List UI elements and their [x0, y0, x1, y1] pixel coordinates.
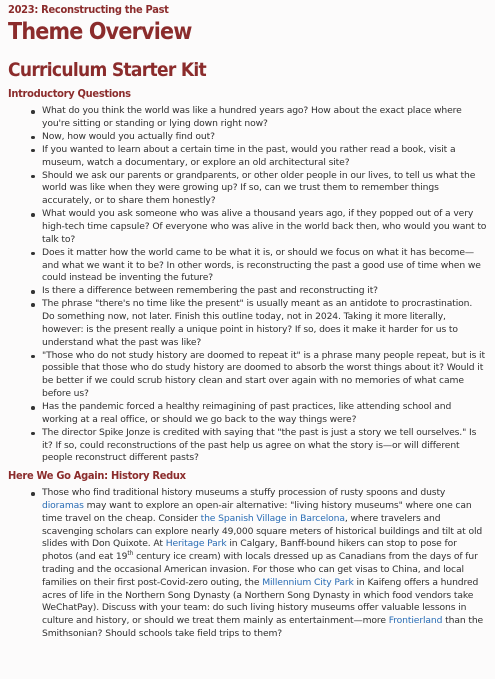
redux-text: in Calgary, Banff-bound hikers can stop to pose for photos (and eat 19: [42, 538, 457, 563]
redux-list: [8, 487, 487, 641]
redux-text: in Kaifeng offers a hundred acres of life in the Northern Song Dynasty (a Northern Song Dynasty in which food vendors take WeChatPay). Discuss with your team: do such living history museums offer valuable lessons in culture and history, or should we treat them mainly as entertainment—more: [42, 576, 479, 627]
list-item: The phrase "there's no time like the present" is usually meant as an antidote to procrastination. Do something now, not later. Finish this outline today, not in 2024. Taking it more literally, however: is the present really a unique point in history? If so, does it make it harder for us to understand what the past was like?: [42, 298, 487, 349]
redux-text: century ice cream) with locals dressed up as Canadians from the days of fur trading and the occasional American invasion. For those who can get visas to China, and local families on their first post-Covid-zero outing, the: [42, 551, 478, 588]
list-item: If you wanted to learn about a certain time in the past, would you rather read a book, visit a museum, watch a documentary, or explore an old architectural site?: [42, 144, 487, 170]
heritage-park-link[interactable]: Heritage Park: [165, 538, 227, 550]
list-item: Does it matter how the world came to be what it is, or should we focus on what it has become—and what we want it to be? In other words, is reconstructing the past a good use of time when we could instead be inventing the future?: [42, 247, 487, 285]
theme-title: Theme Overview: [8, 19, 192, 45]
list-item: "Those who do not study history are doomed to repeat it" is a phrase many people repeat, but is it possible that those who do study history are doomed to absorb the worst things about it? Would it be better if we could scrub history clean and start over again with no memories of what came before us?: [42, 350, 487, 401]
intro-question-list: [8, 105, 487, 465]
intro-heading: Introductory Questions: [8, 87, 131, 100]
list-item: Is there a difference between remembering the past and reconstructing it?: [42, 285, 487, 298]
redux-text: may want to explore an open-air alternative: "living history museums" where one can time travel on the cheap. Consider: [42, 499, 472, 524]
redux-heading: Here We Go Again: History Redux: [8, 469, 186, 483]
frontierland-link[interactable]: Frontierland: [388, 615, 443, 627]
dioramas-link[interactable]: dioramas: [42, 499, 84, 511]
list-item: The director Spike Jonze is credited with saying that "the past is just a story we tell ourselves." Is it? If so, could reconstructions of the past help us agree on what the story is—or will different people reconstruct different pasts?: [42, 427, 487, 465]
list-item: What do you think the world was like a hundred years ago? How about the exact place where you're sitting or standing or lying down right now?: [42, 105, 487, 131]
redux-text: than the Smithsonian? Should schools take field trips to them?: [42, 615, 484, 639]
list-item: Should we ask our parents or grandparents, or other older people in our lives, to tell us what the world was like when they were growing up? If so, can we trust them to remember things accurately, or to share them honestly?: [42, 170, 487, 208]
spanish-village-link[interactable]: the Spanish Village in Barcelona: [200, 512, 345, 524]
millennium-city-park-link[interactable]: Millennium City Park: [262, 576, 354, 588]
redux-text: Those who find traditional history museums a stuffy procession of rusty spoons and dusty: [42, 487, 446, 499]
list-item: Has the pandemic forced a healthy reimagining of past practices, like attending school and working at a real office, or should we go back to the way things were?: [42, 401, 487, 427]
redux-text: , where travelers and scavenging scholars can explore nearly 49,000 square meters of historical buildings and tilt at old slides with Don Quixote. At: [42, 512, 483, 550]
year-line: 2023: Reconstructing the Past: [8, 3, 169, 16]
kit-title: Curriculum Starter Kit: [8, 59, 206, 81]
list-item: [42, 487, 487, 641]
list-item: Now, how would you actually find out?: [42, 131, 487, 144]
list-item: What would you ask someone who was alive a thousand years ago, if they popped out of a very high-tech time capsule? Of everyone who was alive in the world back then, who would you want to talk to?: [42, 208, 487, 245]
superscript-th: th: [127, 550, 134, 558]
